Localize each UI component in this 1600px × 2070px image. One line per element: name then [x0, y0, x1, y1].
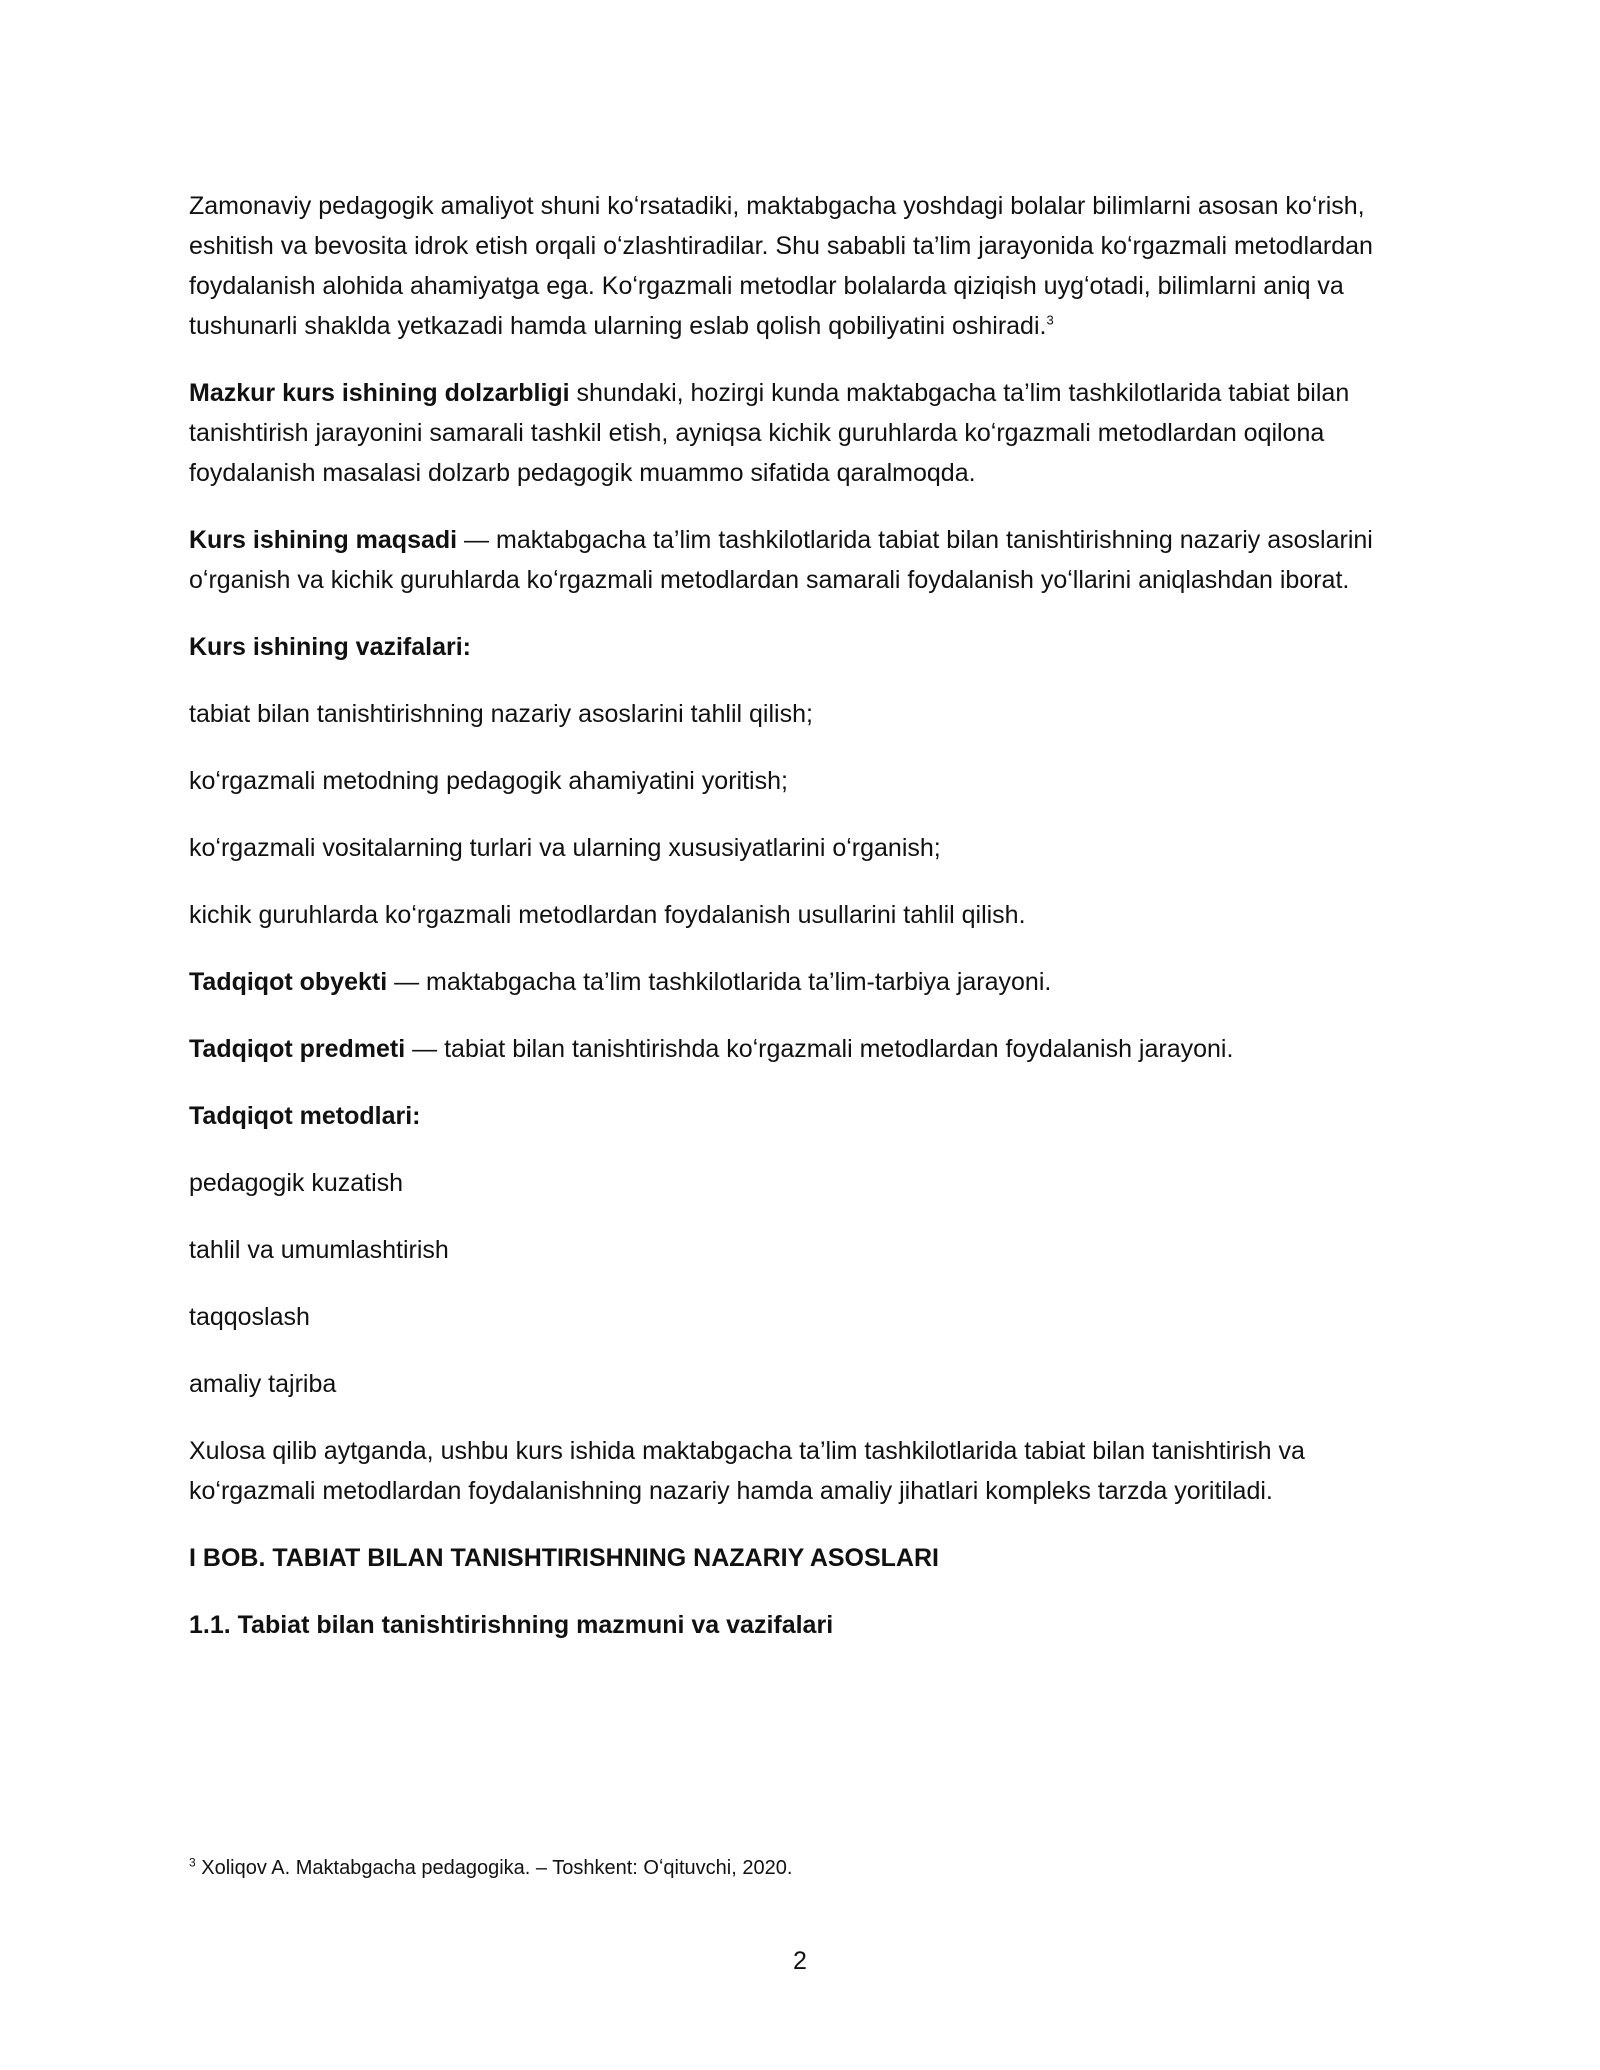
goal-label: Kurs ishining maqsadi: [189, 526, 458, 554]
chapter-title: [189, 1538, 1414, 1578]
intro-paragraph: [189, 186, 1414, 346]
task-item: tabiat bilan tanishtirishning nazariy asoslarini tahlil qilish;: [189, 700, 813, 728]
chapter-title-text: I BOB. TABIAT BILAN TANISHTIRISHNING NAZARIY ASOSLARI: [189, 1544, 939, 1572]
object-paragraph: [189, 962, 1414, 1002]
intro-text: Zamonaviy pedagogik amaliyot shuni koʻrsatadiki, maktabgacha yoshdagi bolalar bilimlarni asosan koʻrish, eshitish va bevosita idrok etish orqali oʻzlashtiradilar. Shu sababli ta’lim jarayonida koʻrgazmali metodlardan foydalanish alohida ahamiyatga ega. Koʻrgazmali metodlar bolalarda qiziqish uygʻotadi, bilimlarni aniq va tushunarli shaklda yetkazadi hamda ularning eslab qolish qobiliyatini oshiradi.: [189, 192, 1373, 340]
relevance-text: shundaki, hozirgi kunda maktabgacha ta’lim tashkilotlarida tabiat bilan tanishtirish jarayonini samarali tashkil etish, ayniqsa kichik guruhlarda koʻrgazmali metodlardan oqilona foydalanish masalasi dolzarb pedagogik muammo sifatida qaralmoqda.: [189, 379, 1350, 487]
goal-text: — maktabgacha ta’lim tashkilotlarida tabiat bilan tanishtirishning nazariy asoslarini oʻrganish va kichik guruhlarda koʻrgazmali metodlardan samarali foydalanish yoʻllarini aniqlashdan iborat.: [189, 526, 1373, 594]
footnote-reference[interactable]: 3: [1046, 312, 1054, 328]
methods-heading: [189, 1096, 1414, 1136]
method-item: pedagogik kuzatish: [189, 1169, 404, 1197]
method-item: amaliy tajriba: [189, 1370, 337, 1398]
task-item: koʻrgazmali metodning pedagogik ahamiyatini yoritish;: [189, 767, 788, 795]
footnote: [189, 1854, 1414, 1882]
object-label: Tadqiqot obyekti: [189, 968, 388, 996]
methods-heading-text: Tadqiqot metodlari:: [189, 1102, 421, 1130]
method-item: tahlil va umumlashtirish: [189, 1236, 449, 1264]
goal-paragraph: [189, 520, 1414, 600]
method-item: taqqoslash: [189, 1303, 310, 1331]
page-body: [189, 186, 1414, 1672]
section-title: [189, 1605, 1414, 1645]
section-title-text: 1.1. Tabiat bilan tanishtirishning mazmuni va vazifalari: [189, 1611, 834, 1639]
footnote-mark: 3: [189, 1855, 196, 1870]
subject-label: Tadqiqot predmeti: [189, 1035, 406, 1063]
subject-text: — tabiat bilan tanishtirishda koʻrgazmali metodlardan foydalanish jarayoni.: [405, 1035, 1234, 1063]
relevance-paragraph: [189, 373, 1414, 493]
task-item: koʻrgazmali vositalarning turlari va ularning xususiyatlarini oʻrganish;: [189, 834, 941, 862]
footnote-text: Xoliqov A. Maktabgacha pedagogika. – Toshkent: Oʻqituvchi, 2020.: [195, 1857, 793, 1879]
subject-paragraph: [189, 1029, 1414, 1069]
tasks-heading-text: Kurs ishining vazifalari:: [189, 633, 472, 661]
object-text: — maktabgacha ta’lim tashkilotlarida ta’lim-tarbiya jarayoni.: [387, 968, 1052, 996]
relevance-label: Mazkur kurs ishining dolzarbligi: [189, 379, 570, 407]
task-item: kichik guruhlarda koʻrgazmali metodlardan foydalanish usullarini tahlil qilish.: [189, 901, 1026, 929]
conclusion-paragraph: Xulosa qilib aytganda, ushbu kurs ishida maktabgacha ta’lim tashkilotlarida tabiat bilan tanishtirish va koʻrgazmali metodlardan foydalanishning nazariy hamda amaliy jihatlari kompleks tarzda yoritiladi.: [189, 1437, 1305, 1505]
tasks-heading: [189, 627, 1414, 667]
page-number: 2: [793, 1947, 807, 1975]
